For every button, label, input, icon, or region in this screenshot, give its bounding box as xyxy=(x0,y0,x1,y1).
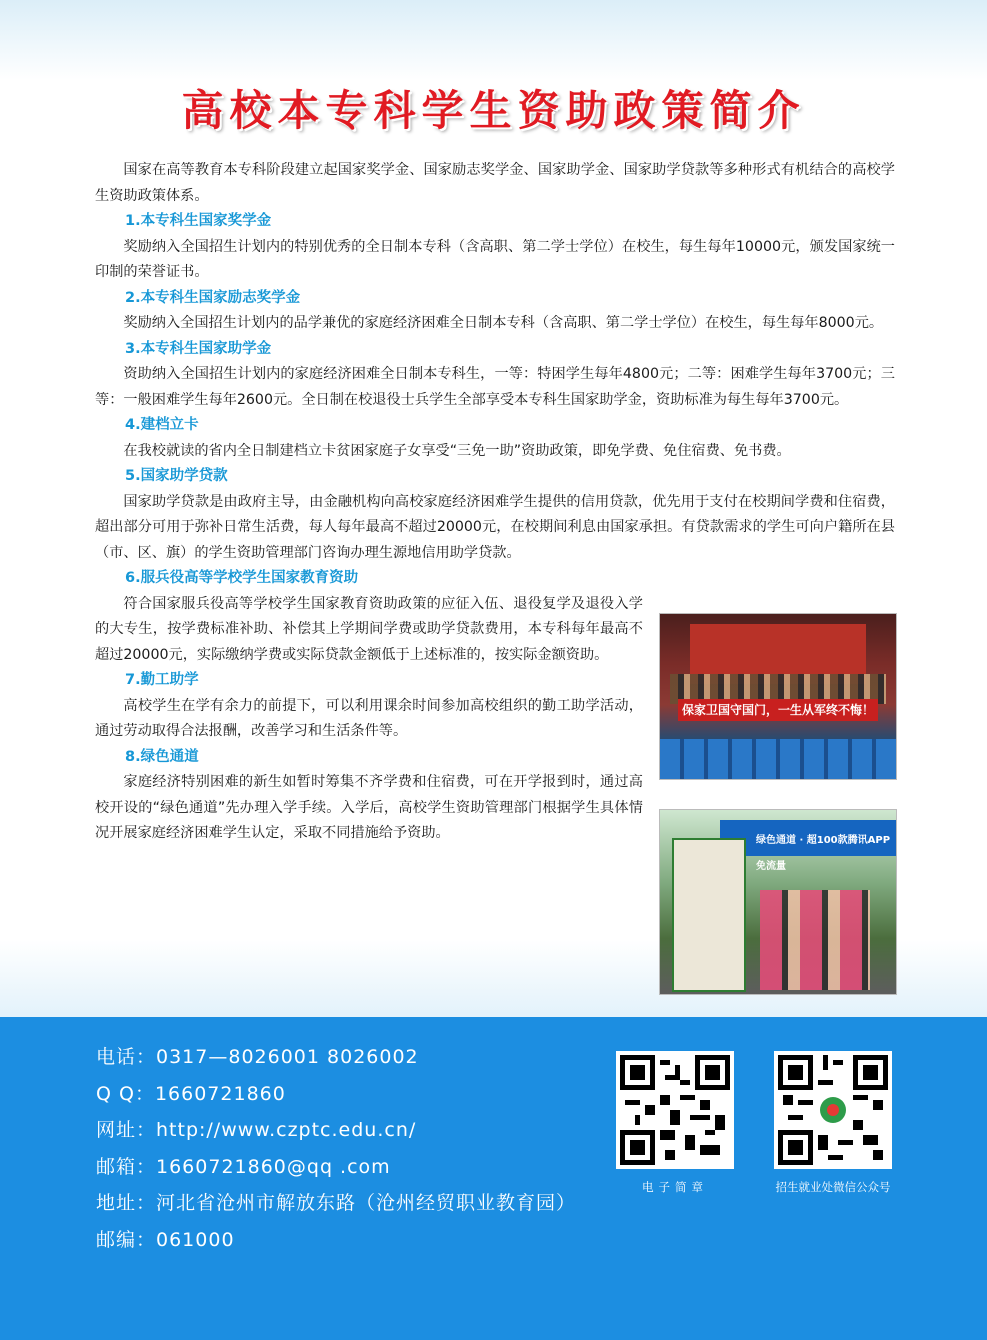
contact-list xyxy=(96,1039,576,1258)
brochure-qr-caption: 电子简章 xyxy=(642,1180,708,1194)
section-heading-6: 6.服兵役高等学校学生国家教育资助 xyxy=(125,570,359,586)
students xyxy=(760,890,870,990)
section-heading-3: 3.本专科生国家助学金 xyxy=(125,340,272,357)
auditorium-seats xyxy=(660,739,896,779)
address-line: 地址：河北省沧州市解放东路（沧州经贸职业教育园） xyxy=(96,1192,577,1214)
section-body-5: 国家助学贷款是由政府主导，由金融机构向高校家庭经济困难学生提供的信用贷款，优先用于支付在校期间学费和住宿费，超出部分可用于弥补日常生活费，每人每年最高不超过20000元，在校期间利息由国家承担。有贷款需求的学生可向户籍所在县（市、区、旗）的学生资助管理部门咨询办理生源地信用助学贷款。 xyxy=(95,493,895,561)
wechat-qr xyxy=(774,1051,892,1195)
section-body-6: 符合国家服兵役高等学校学生国家教育资助政策的应征入伍、退役复学及退役入学的大专生，按学费标准补助、补偿其上学期间学费或助学贷款费用，本专科每年最高不超过20000元，实际缴纳学费或实际贷款金额低于上述标准的，按实际金额资助。 xyxy=(95,595,643,663)
qq-line: Q Q：1660721860 xyxy=(96,1082,286,1105)
qr-code-icon xyxy=(616,1051,734,1169)
section-body-4: 在我校就读的省内全日制建档立卡贫困家庭子女享受“三免一助”资助政策，即免学费、免住宿费、免书费。 xyxy=(123,442,791,459)
section-heading-5: 5.国家助学贷款 xyxy=(125,468,228,484)
page-title: 高校本专科学生资助政策简介 xyxy=(181,86,806,135)
tent-text: 绿色通道 · 超100款腾讯APP免流量 xyxy=(756,835,891,872)
wechat-qr-code-icon xyxy=(774,1051,892,1169)
section-heading-1: 1.本专科生国家奖学金 xyxy=(125,213,272,229)
website-link[interactable]: 网址：http://www.czptc.edu.cn/ xyxy=(96,1119,417,1141)
intro-paragraph: 国家在高等教育本专科阶段建立起国家奖学金、国家励志奖学金、国家助学金、国家助学贷款等多种形式有机结合的高校学生资助政策体系。 xyxy=(95,162,895,204)
red-banner: 保家卫国守国门，一生从军终不悔！ xyxy=(678,699,878,721)
section-heading-4: 4.建档立卡 xyxy=(125,417,199,433)
section-heading-8: 8.绿色通道 xyxy=(125,748,199,765)
email-link[interactable]: 邮箱：1660721860@qq .com xyxy=(96,1155,391,1178)
green-channel-photo xyxy=(659,809,897,995)
postcode-line: 邮编：061000 xyxy=(96,1228,235,1251)
wechat-qr-caption: 招生就业处微信公众号 xyxy=(775,1180,891,1194)
section-body-5-line1 xyxy=(95,490,895,567)
section-body-7: 高校学生在学有余力的前提下，可以利用课余时间参加高校组织的勤工助学活动，通过劳动取得合法报酬，改善学习和生活条件等。 xyxy=(95,697,643,739)
brochure-qr xyxy=(616,1051,734,1195)
policy-content xyxy=(95,158,895,872)
section-heading-2: 2.本专科生国家励志奖学金 xyxy=(125,289,301,306)
notice-board xyxy=(672,838,746,992)
phone-line: 电话：0317—8026001 8026002 xyxy=(96,1046,419,1068)
section-heading-7: 7.勤工助学 xyxy=(125,672,199,688)
section-body-8: 家庭经济特别困难的新生如暂时筹集不齐学费和住宿费，可在开学报到时，通过高校开设的“绿色通道”先办理入学手续。入学后，高校学生资助管理部门根据学生具体情况开展家庭经济困难学生认定，采取不同措施给予资助。 xyxy=(95,774,643,841)
section-body-3: 资助纳入全国招生计划内的家庭经济困难全日制本专科生，一等：特困学生每年4800元；二等：困难学生每年3700元；三等：一般困难学生每年2600元。全日制在校退役士兵学生全部享受本专科生国家助学金，资助标准为每生每年3700元。 xyxy=(95,366,895,408)
contact-footer xyxy=(0,1017,987,1340)
military-event-photo xyxy=(659,613,897,780)
section-body-1: 奖励纳入全国招生计划内的特别优秀的全日制本专科（含高职、第二学士学位）在校生，每生每年10000元，颁发国家统一印制的荣誉证书。 xyxy=(95,238,895,280)
section-body-2: 奖励纳入全国招生计划内的品学兼优的家庭经济困难全日制本专科（含高职、第二学士学位）在校生，每生每年8000元。 xyxy=(123,315,884,331)
